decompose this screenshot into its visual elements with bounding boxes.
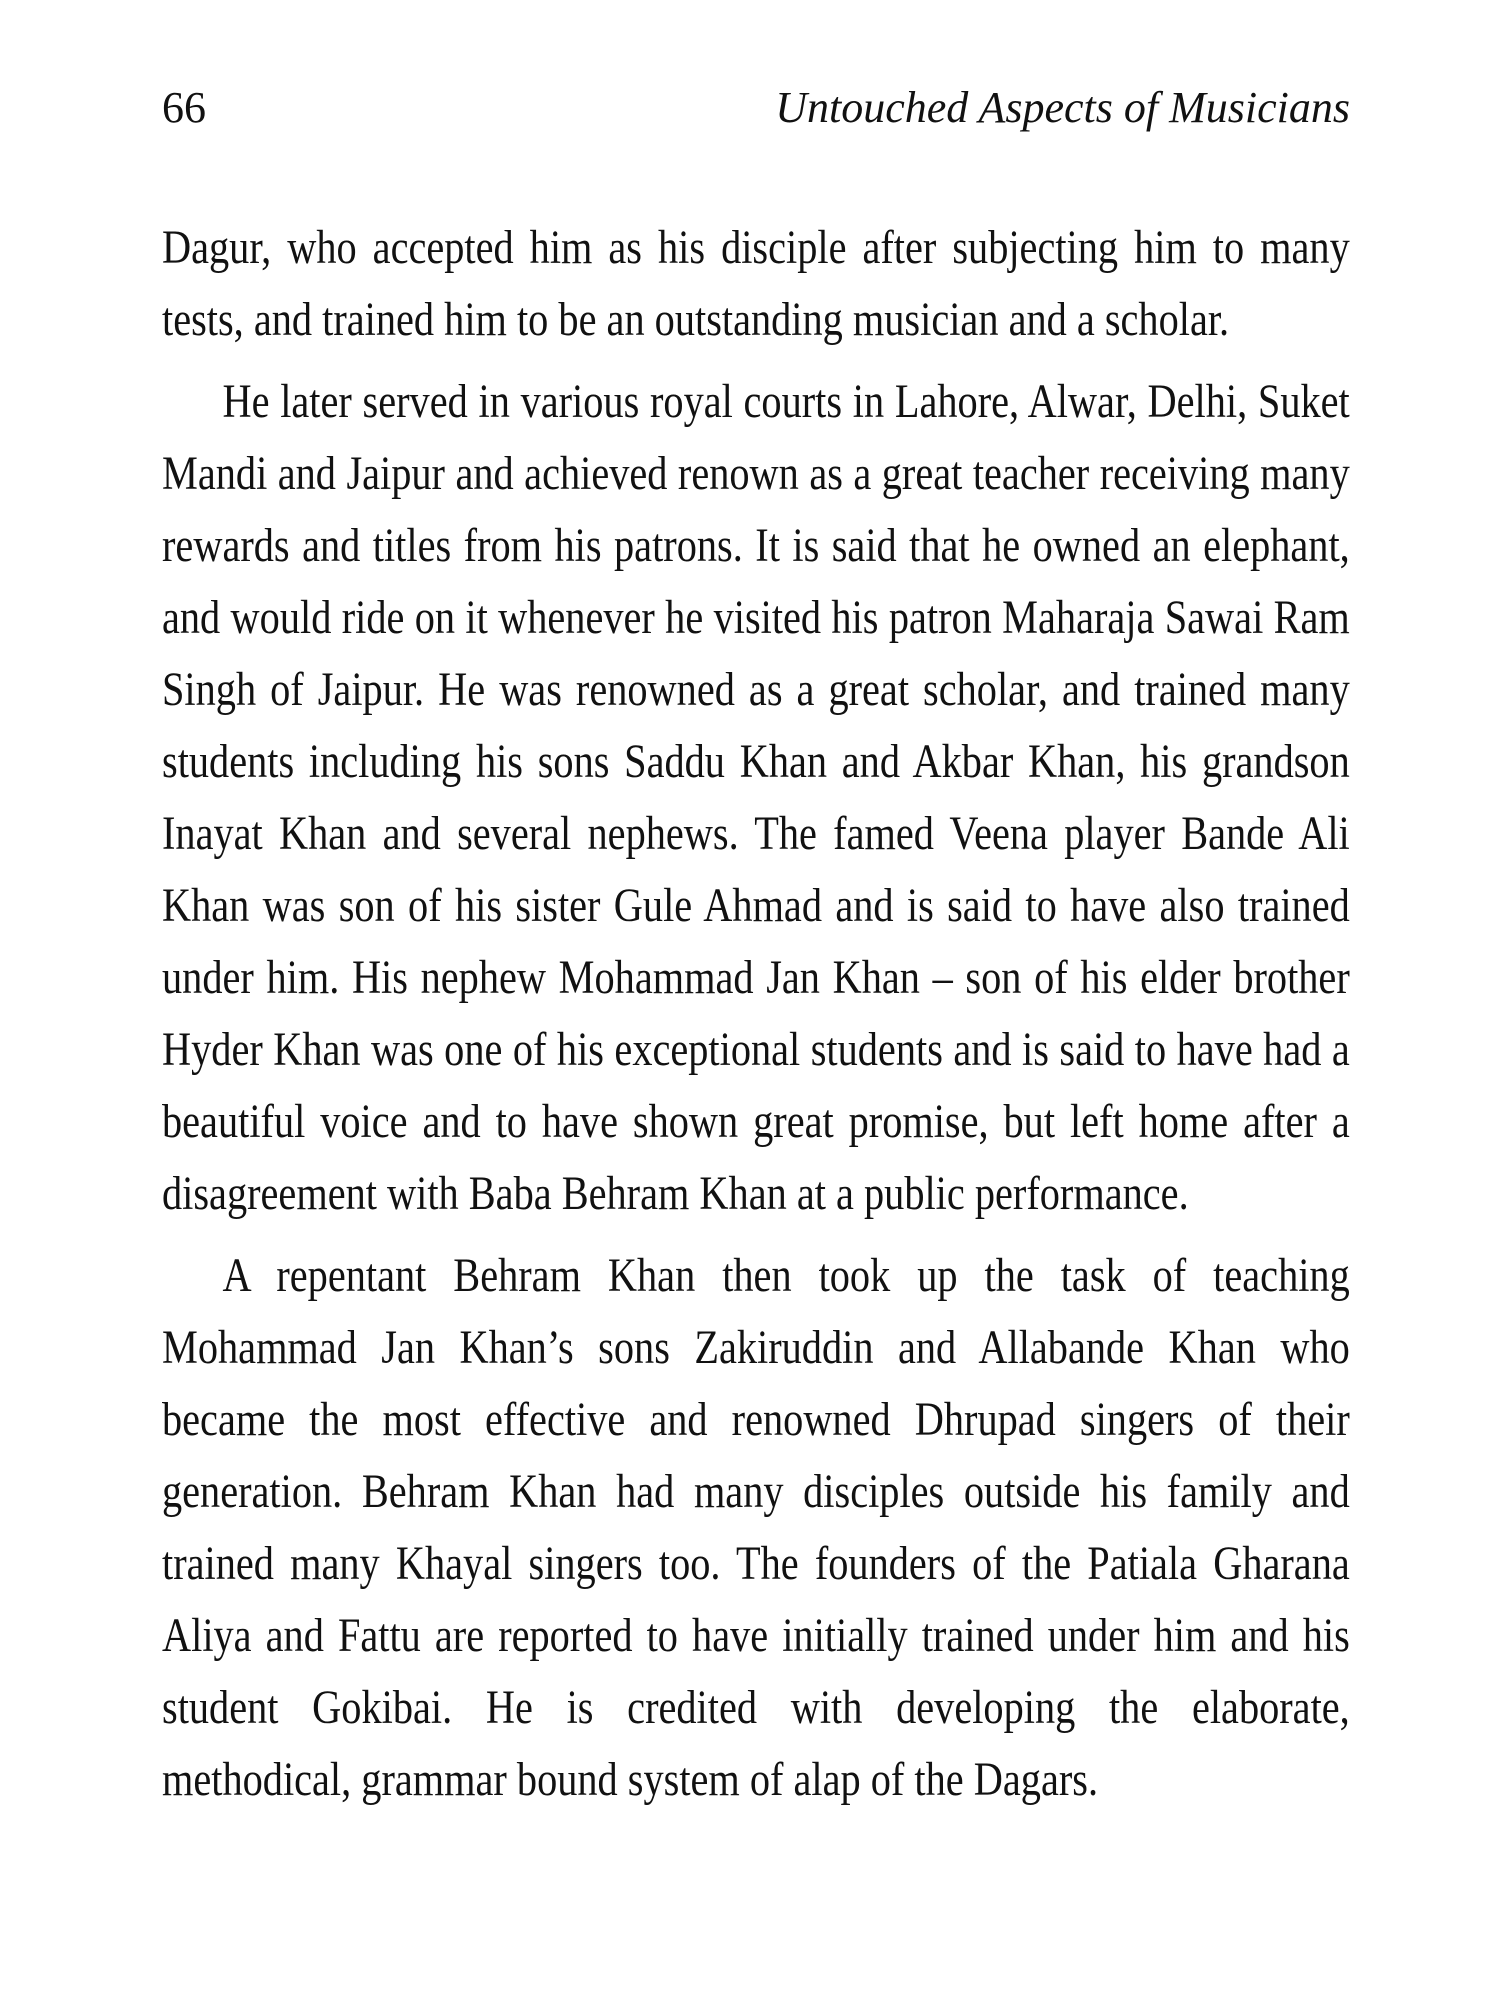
paragraph-3: A repentant Behram Khan then took up the task of teaching Mohammad Jan Khan’s sons Zakiruddin and Allabande Khan who became the most effective and renowned Dhrupad singers of their generation. Behram Khan had many disciples outside his family and trained many Khayal singers too. The founders of the Patiala Gharana Aliya and Fattu are reported to have initially trained under him and his student Gokibai. He is credited with developing the elaborate, methodical, grammar bound system of alap of the Dagars.	[162, 1249, 1350, 1806]
paragraph-2: He later served in various royal courts in Lahore, Alwar, Delhi, Suket Mandi and Jaipur and achieved renown as a great teacher receiving many rewards and titles from his patrons. It is said that he owned an elephant, and would ride on it whenever he visited his patron Maharaja Sawai Ram Singh of Jaipur. He was renowned as a great scholar, and trained many students including his sons Saddu Khan and Akbar Khan, his grandson Inayat Khan and several nephews. The famed Veena player Bande Ali Khan was son of his sister Gule Ahmad and is said to have also trained under him. His nephew Mohammad Jan Khan – son of his elder brother Hyder Khan was one of his exceptional students and is said to have had a beautiful voice and to have shown great promise, but left home after a disagreement with Baba Behram Khan at a public performance.	[162, 375, 1350, 1220]
page-number: 66	[162, 83, 206, 132]
page-header	[162, 82, 1350, 142]
paragraph-1: Dagur, who accepted him as his disciple after subjecting him to many tests, and trained him to be an outstanding musician and a scholar.	[162, 221, 1350, 346]
body-text	[162, 212, 1350, 1816]
running-title: Untouched Aspects of Musicians	[775, 83, 1350, 132]
